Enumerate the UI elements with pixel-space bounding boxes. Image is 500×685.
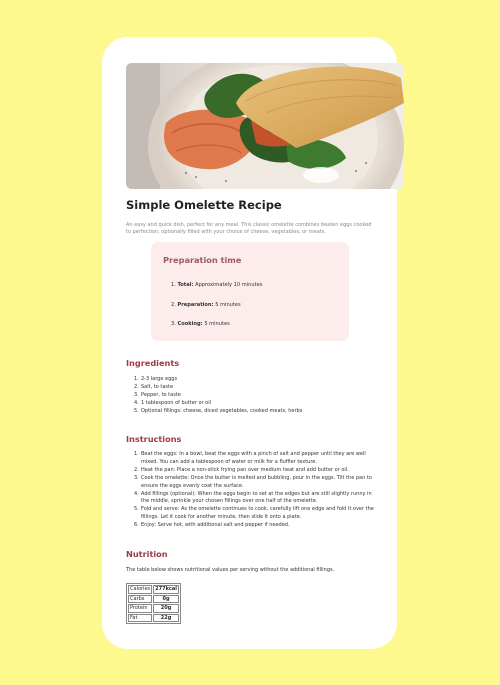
table-row: [128, 604, 179, 613]
recipe-intro: An easy and quick dish, perfect for any meal. This classic omelette combines beaten eggs cooked to perfection, optionally filled with your choice of cheese, vegetables, or meats.: [126, 222, 372, 236]
preparation-item: 1. Total: Approximately 10 minutes: [171, 282, 263, 288]
list-item: 3. Pepper, to taste: [134, 391, 181, 398]
nutrient-value: 0g: [153, 595, 179, 604]
instructions-heading: Instructions: [126, 434, 182, 444]
preparation-list: [171, 282, 262, 341]
list-item: 2. Heat the pan: Place a non-stick frying pan over medium heat and add butter or oil.: [134, 466, 349, 473]
list-item: 4. Add fillings (optional): When the eggs begin to set at the edges but are still slightly runny in the middle, sprinkle your chosen fillings over one half of the omelette.: [134, 490, 372, 505]
preparation-item: 3. Cooking: 5 minutes: [171, 321, 230, 327]
omelette-image: [126, 63, 404, 189]
list-item: 4. 1 tablespoon of butter or oil: [134, 399, 212, 406]
table-row: [128, 585, 179, 594]
list-item: 5. Optional fillings: cheese, diced vegetables, cooked meats, herbs: [134, 407, 303, 414]
preparation-item: 2. Preparation: 5 minutes: [171, 301, 241, 308]
list-item: 5. Fold and serve: As the omelette continues to cook, carefully lift one edge and fold it over the fillings. Let it cook for another minute, then slide it onto a plate.: [134, 506, 374, 521]
instructions-list: [134, 451, 376, 530]
ingredients-heading: Ingredients: [126, 358, 180, 368]
list-item: 1. 2-3 large eggs: [134, 376, 178, 382]
table-row: [128, 595, 179, 604]
preparation-heading: Preparation time: [163, 255, 242, 265]
list-item: 6. Enjoy: Serve hot, with additional salt and pepper if needed.: [134, 522, 290, 529]
nutrient-label: Calories: [130, 586, 151, 592]
nutrient-value: 20g: [153, 604, 179, 613]
preparation-box: [151, 242, 349, 341]
nutrient-label: Fat: [128, 614, 152, 623]
list-item: 2. Salt, to taste: [134, 383, 174, 390]
nutrition-table: [126, 583, 181, 624]
nutrient-label: Protein: [128, 604, 152, 613]
nutrition-description: The table below shows nutritional values per serving without the additional fillings.: [126, 567, 335, 573]
list-item: 1. Beat the eggs: In a bowl, beat the eggs with a pinch of salt and pepper until they are well mixed. You can add a tablespoon of water or milk for a fluffier texture.: [134, 451, 366, 465]
recipe-title: Simple Omelette Recipe: [126, 198, 282, 212]
nutrient-value: 277kcal: [155, 586, 177, 592]
table-row: [128, 614, 179, 623]
nutrition-heading: Nutrition: [126, 549, 168, 559]
ingredients-list: [134, 376, 376, 416]
nutrient-value: 22g: [153, 614, 179, 623]
list-item: 3. Cook the omelette: Once the butter is melted and bubbling, pour in the eggs. Tilt the pan to ensure the eggs evenly coat the surface.: [134, 474, 372, 489]
nutrient-label: Carbs: [128, 595, 152, 604]
